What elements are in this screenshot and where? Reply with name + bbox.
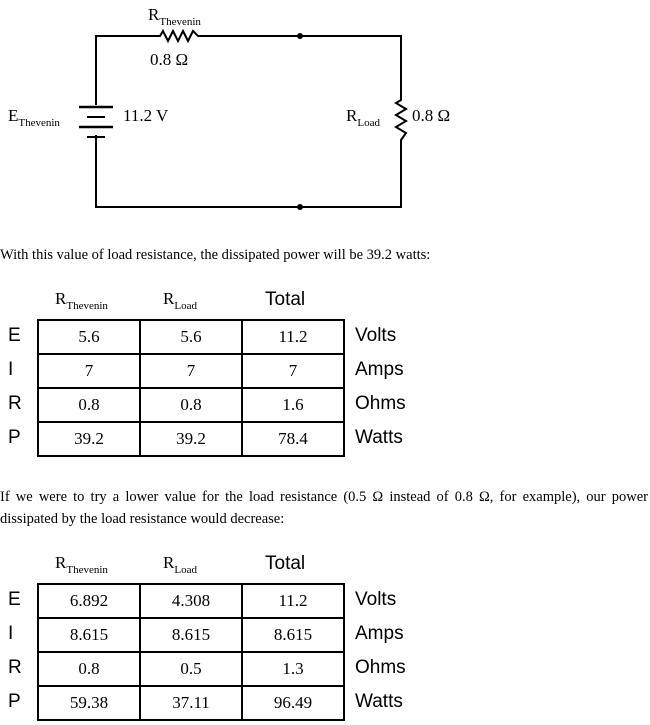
table-cell: 8.615 <box>38 618 140 652</box>
table-cell: 39.2 <box>38 422 140 456</box>
table-cell: 7 <box>38 354 140 388</box>
table-cell: 1.6 <box>242 388 344 422</box>
table-cell: 7 <box>242 354 344 388</box>
r-thevenin-value: 0.8 Ω <box>150 50 189 69</box>
table-row <box>38 618 344 652</box>
row-label: R <box>8 393 22 414</box>
unit-label: Amps <box>355 359 404 380</box>
table-2 <box>37 583 345 721</box>
table-cell: 11.2 <box>242 584 344 618</box>
table-cell: 4.308 <box>140 584 242 618</box>
table-row <box>38 388 344 422</box>
table-row <box>38 320 344 354</box>
row-label: I <box>8 623 14 644</box>
table-cell: 1.3 <box>242 652 344 686</box>
paragraph-1: With this value of load resistance, the dissipated power will be 39.2 watts: <box>0 247 431 263</box>
unit-label: Volts <box>355 589 397 610</box>
table-cell: 0.8 <box>38 388 140 422</box>
column-header: Total <box>265 553 306 574</box>
table-cell: 0.5 <box>140 652 242 686</box>
table-cell: 0.8 <box>140 388 242 422</box>
row-label: P <box>8 691 21 712</box>
row-label: I <box>8 359 14 380</box>
table-row <box>38 652 344 686</box>
row-label: R <box>8 657 22 678</box>
unit-label: Amps <box>355 623 404 644</box>
table-cell: 37.11 <box>140 686 242 720</box>
r-thevenin-label: $R_{Thevenin}$ <box>148 5 201 28</box>
column-header: $R_{Thevenin}$ <box>55 289 108 312</box>
row-label: E <box>8 325 21 346</box>
node-top <box>297 33 303 39</box>
table-cell: 8.615 <box>140 618 242 652</box>
table-1 <box>37 319 345 457</box>
table-row <box>38 354 344 388</box>
r-load-label: $R_{Load}$ <box>346 106 380 129</box>
column-header: $R_{Load}$ <box>163 553 197 576</box>
row-label: E <box>8 589 21 610</box>
row-label: P <box>8 427 21 448</box>
table-cell: 39.2 <box>140 422 242 456</box>
table-cell: 11.2 <box>242 320 344 354</box>
table-cell: 59.38 <box>38 686 140 720</box>
unit-label: Ohms <box>355 657 406 678</box>
r-load-value: 0.8 Ω <box>412 106 451 125</box>
table-row <box>38 686 344 720</box>
unit-label: Watts <box>355 427 403 448</box>
table-cell: 5.6 <box>140 320 242 354</box>
e-thevenin-value: 11.2 V <box>123 106 169 125</box>
column-header: Total <box>265 289 306 310</box>
e-thevenin-label: $E_{Thevenin}$ <box>8 106 60 129</box>
unit-label: Watts <box>355 691 403 712</box>
column-header: $R_{Load}$ <box>163 289 197 312</box>
unit-label: Ohms <box>355 393 406 414</box>
table-cell: 0.8 <box>38 652 140 686</box>
table-cell: 8.615 <box>242 618 344 652</box>
table-cell: 78.4 <box>242 422 344 456</box>
unit-label: Volts <box>355 325 397 346</box>
column-header: $R_{Thevenin}$ <box>55 553 108 576</box>
table-row <box>38 584 344 618</box>
table-row <box>38 422 344 456</box>
table-cell: 5.6 <box>38 320 140 354</box>
node-bottom <box>297 204 303 210</box>
table-cell: 7 <box>140 354 242 388</box>
table-cell: 6.892 <box>38 584 140 618</box>
table-cell: 96.49 <box>242 686 344 720</box>
paragraph-2: If we were to try a lower value for the load resistance (0.5 Ω instead of 0.8 Ω, for example), our power dissipated by the load resistance would decrease: <box>0 489 648 527</box>
circuit-diagram <box>0 0 460 220</box>
